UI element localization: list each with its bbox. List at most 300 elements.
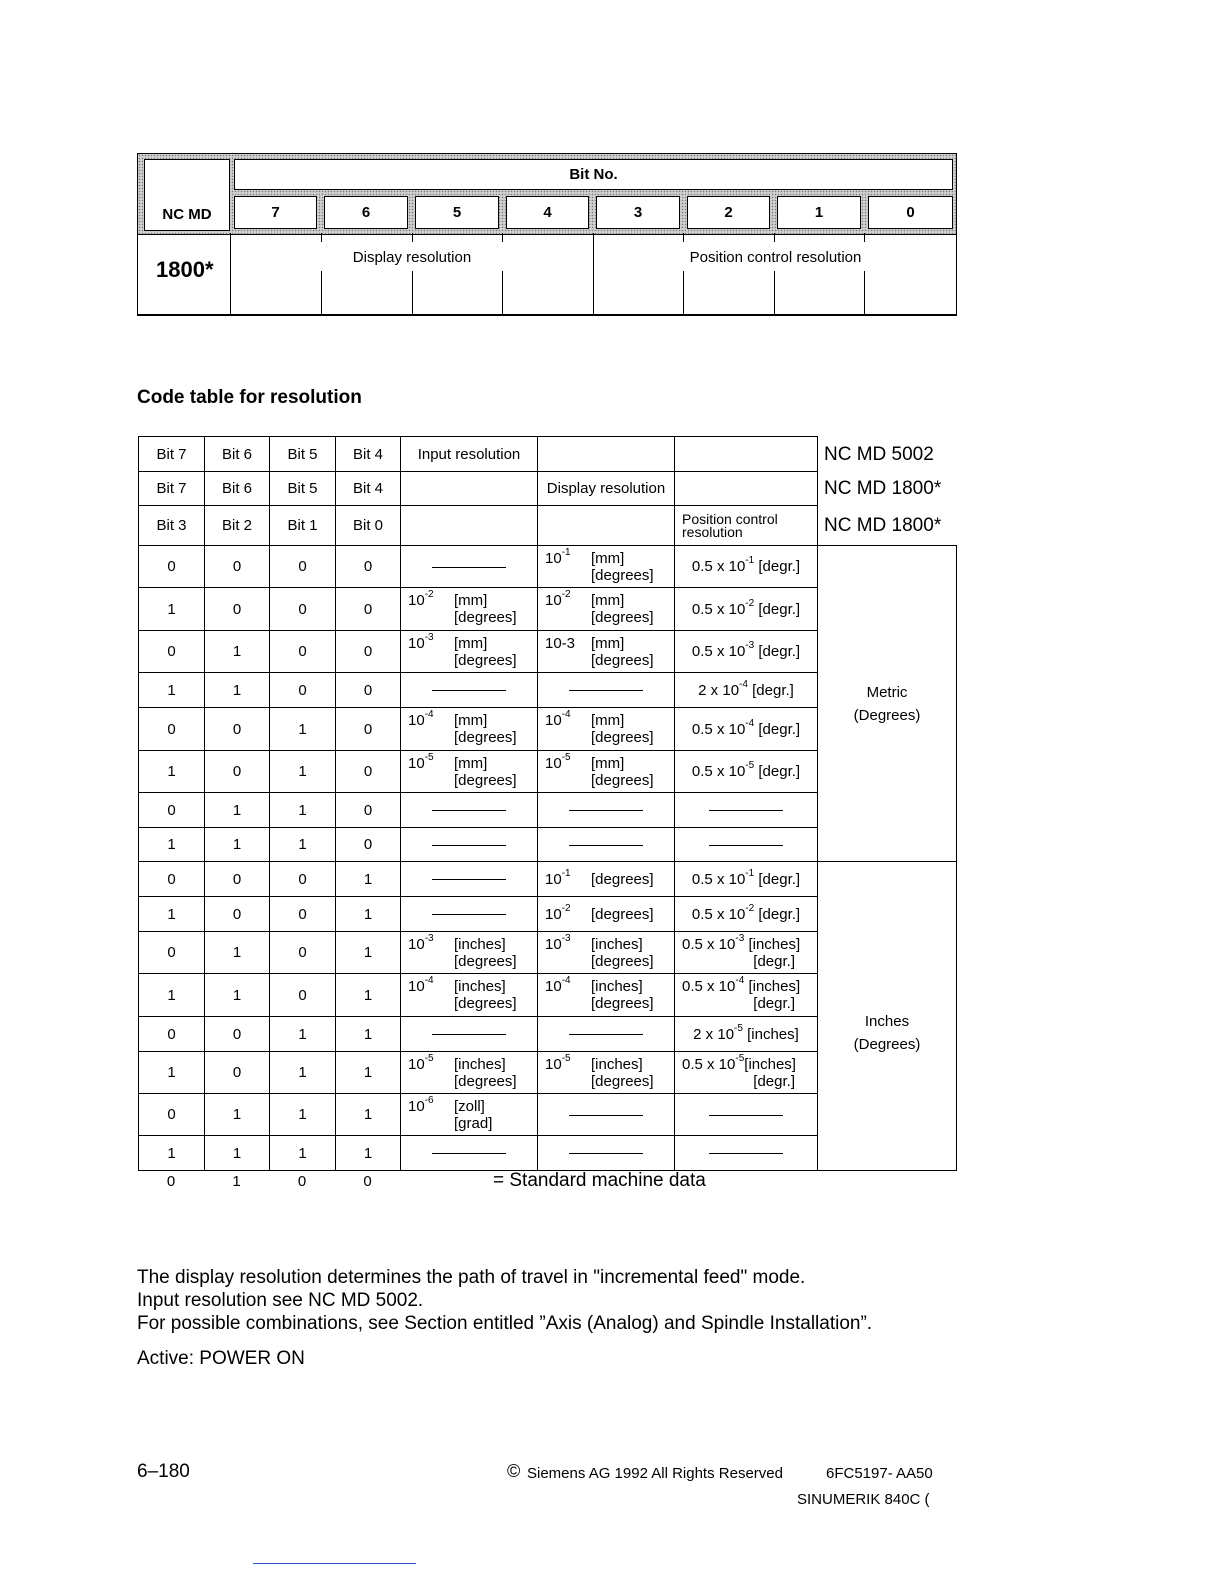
resolution-unit: [inches]	[591, 935, 643, 953]
resolution-base: 10	[545, 905, 562, 923]
bit-value-cell	[270, 1136, 336, 1171]
bit-value: 1	[298, 836, 307, 853]
position-unit: [degr.]	[754, 643, 801, 660]
md-row	[137, 235, 957, 316]
position-unit: [degr.]	[754, 905, 801, 923]
bit-value: 1	[232, 801, 242, 819]
resolution-base: 10	[408, 754, 425, 772]
bit-value: 0	[298, 905, 307, 923]
resolution-base: 10	[545, 935, 562, 953]
bit-value: 1	[298, 1064, 307, 1081]
bit-value: 1	[298, 720, 307, 738]
bit-value: 1	[298, 763, 307, 780]
header-bit-label: Bit 5	[287, 445, 318, 463]
resolution-unit-2: [degrees]	[454, 771, 517, 789]
bit-value-cell	[270, 588, 336, 631]
header-input-cell	[401, 437, 538, 472]
resolution-exponent: -1	[561, 546, 571, 558]
resolution-base: 10	[545, 870, 562, 888]
resolution-unit-2: [degrees]	[591, 566, 654, 584]
bit-value-cell	[270, 1017, 336, 1052]
tick	[774, 233, 775, 242]
resolution-exponent: -2	[561, 902, 571, 914]
header-bit-cell	[336, 506, 401, 546]
position-exponent: -4	[739, 678, 748, 690]
position-exponent: -1	[745, 555, 755, 566]
header-display-cell	[538, 437, 675, 472]
resolution-base: 10	[545, 1055, 562, 1073]
resolution-unit-2: [degrees]	[591, 995, 654, 1012]
bit-number: 1	[814, 204, 824, 221]
bit-number: 6	[361, 204, 371, 221]
bit-value: 1	[363, 1144, 373, 1162]
bit-value-cell	[270, 1052, 336, 1094]
header-bit-label: Bit 6	[221, 445, 252, 463]
header-bit-label: Bit 5	[287, 480, 318, 497]
dash-line	[569, 1153, 643, 1154]
position-exponent: -3	[735, 932, 745, 944]
header-bit-label: Bit 2	[221, 517, 252, 534]
resolution-base: 10	[408, 634, 425, 652]
resolution-unit-2: [degrees]	[454, 609, 517, 626]
bit-value: 1	[363, 944, 373, 961]
header-bit-cell	[205, 472, 270, 506]
resolution-unit: [degrees]	[591, 870, 654, 888]
position-unit: [degr.]	[754, 558, 801, 575]
bit-value: 1	[232, 986, 242, 1004]
dash-line	[432, 690, 506, 691]
input-resolution-cell	[401, 546, 538, 588]
resolution-unit-2: [degrees]	[591, 1072, 654, 1090]
resolution-unit: [zoll]	[454, 1097, 485, 1115]
bit-value-cell	[336, 828, 401, 862]
input-resolution-cell	[401, 862, 538, 897]
position-exponent: -4	[735, 975, 745, 986]
resolution-unit: [mm]	[591, 592, 625, 609]
bit-value: 0	[363, 720, 373, 738]
position-exponent: -2	[745, 902, 755, 914]
resolution-exponent: -3	[424, 932, 434, 944]
position-exponent: -4	[745, 717, 755, 729]
display-resolution-cell	[538, 793, 675, 828]
header-bit-cell	[139, 472, 205, 506]
bit-value: 1	[363, 1025, 373, 1043]
header-display-cell	[538, 472, 675, 506]
header-input-label: Input resolution	[417, 445, 521, 463]
md-side-label: NC MD 1800*	[824, 514, 942, 536]
position-prefix: 0.5 x 10	[691, 763, 746, 780]
header-bit-cell	[139, 437, 205, 472]
resolution-unit: [inches]	[454, 1055, 506, 1073]
position-prefix: 0.5 x 10	[691, 558, 746, 575]
bit-value: 0	[298, 944, 307, 961]
std-bit-4: 0	[363, 1173, 372, 1190]
position-resolution-cell	[675, 673, 818, 708]
bit-value-cell	[270, 751, 336, 793]
dash-line	[569, 690, 643, 691]
resolution-exponent: -5	[561, 751, 571, 763]
resolution-exponent: -4	[424, 709, 434, 720]
dash-line	[709, 810, 783, 811]
input-resolution-cell	[401, 1094, 538, 1136]
resolution-unit: [mm]	[454, 634, 488, 652]
resolution-exponent: -4	[424, 975, 434, 986]
bit-value-cell	[139, 673, 205, 708]
display-resolution-cell	[538, 751, 675, 793]
code-table-header-row	[139, 506, 957, 546]
bit-value-cell	[336, 793, 401, 828]
bit-value: 0	[363, 600, 373, 618]
header-bit-cell	[205, 506, 270, 546]
input-resolution-cell	[401, 974, 538, 1017]
display-resolution-cell	[538, 932, 675, 974]
bit-value: 0	[363, 836, 373, 853]
bit-value-cell	[336, 862, 401, 897]
bit-value-cell	[205, 1017, 270, 1052]
bit-number: 0	[906, 204, 915, 221]
table-row	[139, 862, 957, 897]
resolution-unit-2: [degrees]	[454, 995, 517, 1012]
dash-line	[569, 1115, 643, 1116]
position-resolution-cell	[675, 631, 818, 673]
position-resolution-cell	[675, 932, 818, 974]
position-resolution-cell	[675, 751, 818, 793]
header-bit-label: Bit 4	[352, 480, 383, 497]
bit-value: 0	[167, 870, 176, 888]
code-table-header-row	[139, 437, 957, 472]
position-resolution-cell	[675, 974, 818, 1017]
bit-value-cell	[270, 793, 336, 828]
product-name: SINUMERIK 840C (	[797, 1491, 930, 1508]
resolution-unit: [inches]	[454, 978, 506, 995]
header-bit-label: Bit 0	[352, 517, 383, 534]
position-unit: [degr.]	[754, 870, 801, 888]
bit-value-cell	[205, 588, 270, 631]
bit-value: 1	[167, 1064, 176, 1081]
resolution-unit: [inches]	[591, 1055, 643, 1073]
bit-value: 1	[167, 986, 176, 1004]
position-unit-2: [degr.]	[753, 952, 795, 970]
dash-line	[432, 1034, 506, 1035]
tick	[774, 271, 775, 316]
bit-value-cell	[336, 974, 401, 1017]
std-bit-7: 0	[166, 1173, 176, 1190]
position-exponent: -5	[735, 1052, 745, 1064]
bit-value: 0	[167, 1106, 176, 1123]
resolution-base: 10	[408, 1055, 425, 1073]
display-resolution-cell	[538, 828, 675, 862]
position-prefix: 0.5 x 10	[691, 720, 746, 738]
position-unit: [inches]	[742, 1025, 799, 1043]
bit-value: 0	[167, 558, 176, 575]
resolution-base: 10	[408, 712, 425, 729]
display-resolution-label: Display resolution	[352, 249, 472, 266]
resolution-unit-2: [degrees]	[454, 952, 517, 970]
std-bit-5: 0	[297, 1173, 307, 1190]
bit-value: 0	[232, 1025, 242, 1043]
header-bit-cell	[270, 472, 336, 506]
bit-value: 0	[232, 763, 242, 780]
bit-value: 1	[167, 836, 176, 853]
header-input-cell	[401, 506, 538, 546]
resolution-exponent: -4	[561, 709, 571, 720]
position-prefix: 0.5 x 10	[682, 935, 736, 953]
position-prefix: 0.5 x 10	[691, 870, 746, 888]
resolution-unit: [inches]	[454, 935, 506, 953]
code-table-title: Code table for resolution	[137, 387, 362, 408]
display-resolution-cell	[538, 974, 675, 1017]
bit-number: 2	[724, 204, 733, 221]
header-bit-cell	[139, 506, 205, 546]
bit-value-cell	[270, 546, 336, 588]
tick	[683, 233, 684, 242]
resolution-base: 10	[408, 592, 425, 609]
bit-value: 1	[167, 763, 176, 780]
code-table	[138, 436, 957, 1171]
bit-cell-5	[415, 196, 499, 229]
bit-cell-2	[687, 196, 770, 229]
position-unit: [inches]	[744, 1055, 796, 1073]
resolution-exponent: -3	[561, 932, 571, 944]
resolution-unit: [mm]	[454, 754, 488, 772]
bit-value: 0	[167, 944, 176, 961]
header-bit-label: Bit 6	[221, 480, 252, 497]
bit-value: 0	[167, 1025, 176, 1043]
dash-line	[709, 1153, 783, 1154]
resolution-exponent: -3	[424, 631, 434, 643]
bit-cell-0	[868, 196, 953, 229]
std-bit-6: 1	[232, 1173, 241, 1190]
resolution-exponent: -5	[424, 1052, 434, 1064]
md-side-label-cell	[818, 437, 957, 472]
bit-value: 1	[232, 643, 242, 660]
divider	[230, 233, 231, 316]
dash-line	[432, 567, 506, 568]
md-side-label: NC MD 5002	[824, 443, 934, 465]
bit-value: 0	[363, 558, 373, 575]
bit-value: 0	[232, 905, 242, 923]
bit-number: 7	[271, 204, 280, 221]
standard-machine-data-label: = Standard machine data	[493, 1170, 706, 1191]
tick	[864, 271, 865, 316]
position-prefix: 2 x 10	[698, 681, 740, 699]
bit-value: 1	[167, 681, 176, 699]
position-exponent: -1	[745, 867, 755, 879]
position-resolution-cell	[675, 588, 818, 631]
bit-value-cell	[139, 1017, 205, 1052]
header-bit-cell	[205, 437, 270, 472]
position-resolution-cell	[675, 1094, 818, 1136]
md-side-label: NC MD 1800*	[824, 478, 942, 499]
display-resolution-cell	[538, 1094, 675, 1136]
bit-value-cell	[139, 897, 205, 932]
bit-value: 0	[363, 643, 373, 660]
bit-value: 1	[298, 1106, 307, 1123]
input-resolution-cell	[401, 1136, 538, 1171]
bit-value-cell	[270, 974, 336, 1017]
bit-value: 0	[298, 643, 307, 660]
bit-value-cell	[336, 897, 401, 932]
group-sublabel: (Degrees)	[853, 1036, 921, 1053]
resolution-base: 10	[545, 592, 562, 609]
display-resolution-cell	[538, 708, 675, 751]
resolution-exponent: -5	[561, 1052, 571, 1064]
bit-value-cell	[139, 546, 205, 588]
order-number: 6FC5197- AA50	[826, 1465, 933, 1482]
bit-value-cell	[270, 708, 336, 751]
table-row	[139, 546, 957, 588]
resolution-unit: [mm]	[454, 592, 488, 609]
bit-value-cell	[205, 708, 270, 751]
header-position-label: Position control resolution	[682, 510, 778, 540]
input-resolution-cell	[401, 588, 538, 631]
header-bit-label: Bit 7	[156, 480, 187, 497]
input-resolution-cell	[401, 897, 538, 932]
input-resolution-cell	[401, 631, 538, 673]
bit-value-cell	[270, 862, 336, 897]
position-prefix: 0.5 x 10	[682, 1055, 736, 1073]
bit-value-cell	[139, 751, 205, 793]
resolution-unit-2: [degrees]	[454, 1072, 517, 1090]
bit-header-box	[137, 153, 957, 316]
tick	[502, 271, 503, 316]
ncmd-label: NC MD	[162, 206, 212, 223]
position-prefix: 0.5 x 10	[691, 905, 746, 923]
bit-value-cell	[336, 673, 401, 708]
bitno-label: Bit No.	[569, 166, 618, 183]
resolution-base: 10	[545, 754, 562, 772]
header-position-cell	[675, 472, 818, 506]
position-resolution-cell	[675, 546, 818, 588]
bit-cell-7	[234, 196, 317, 229]
page-number: 6–180	[137, 1461, 190, 1482]
resolution-unit-2: [degrees]	[591, 609, 654, 626]
bit-value: 0	[232, 720, 242, 738]
bit-value-cell	[139, 1094, 205, 1136]
bit-value-cell	[139, 631, 205, 673]
position-unit-2: [degr.]	[753, 995, 795, 1012]
bit-value-cell	[139, 1136, 205, 1171]
bit-value: 0	[167, 643, 176, 660]
bit-value-cell	[205, 828, 270, 862]
position-resolution-label: Position control resolution	[689, 249, 862, 266]
metric-group-cell	[818, 546, 957, 862]
tick	[864, 233, 865, 242]
bit-value: 0	[363, 681, 373, 699]
position-resolution-cell	[675, 897, 818, 932]
bit-value: 1	[298, 1144, 307, 1162]
position-resolution-cell	[675, 1136, 818, 1171]
resolution-exponent: -5	[424, 751, 434, 763]
bit-value-cell	[205, 897, 270, 932]
bit-value: 0	[232, 558, 242, 575]
dash-line	[432, 1153, 506, 1154]
resolution-exponent: -4	[561, 975, 571, 986]
bit-value: 0	[298, 986, 307, 1004]
bit-cell-1	[777, 196, 861, 229]
bit-cell-6	[324, 196, 408, 229]
header-bit-cell	[270, 437, 336, 472]
bit-value-cell	[139, 793, 205, 828]
md-side-label-cell	[818, 472, 957, 506]
bit-value: 1	[363, 1064, 373, 1081]
dash-line	[432, 879, 506, 880]
position-exponent: -2	[745, 597, 755, 609]
bit-value-cell	[205, 546, 270, 588]
bit-value: 1	[363, 870, 373, 888]
resolution-exponent: -2	[424, 589, 434, 600]
display-resolution-cell	[538, 673, 675, 708]
position-exponent: -3	[745, 640, 755, 651]
display-resolution-cell	[538, 631, 675, 673]
bit-value-cell	[139, 932, 205, 974]
bit-value: 1	[232, 944, 242, 961]
tick	[412, 271, 413, 316]
bit-value: 1	[167, 600, 176, 618]
display-resolution-cell	[538, 546, 675, 588]
bit-number: 5	[452, 204, 462, 221]
bit-value: 1	[232, 681, 242, 699]
bit-value: 0	[298, 681, 307, 699]
bit-value-cell	[336, 1136, 401, 1171]
bit-value: 1	[232, 1144, 242, 1162]
header-input-cell	[401, 472, 538, 506]
md-side-label-cell	[818, 506, 957, 546]
bit-value-cell	[336, 546, 401, 588]
resolution-base: 10	[408, 1097, 425, 1115]
bit-value: 0	[298, 600, 307, 618]
group-sublabel: (Degrees)	[853, 706, 921, 724]
position-resolution-cell	[675, 828, 818, 862]
display-resolution-cell	[538, 897, 675, 932]
paragraph-2: Input resolution see NC MD 5002.	[137, 1290, 424, 1311]
display-resolution-cell	[538, 1136, 675, 1171]
resolution-unit: [mm]	[591, 634, 625, 652]
group-label: Inches	[864, 1013, 910, 1030]
position-exponent: -5	[734, 1022, 743, 1034]
input-resolution-cell	[401, 793, 538, 828]
bit-value-cell	[205, 932, 270, 974]
bit-value: 0	[167, 720, 176, 738]
tick	[502, 233, 503, 242]
bitno-cell	[234, 159, 953, 190]
position-unit: [degr.]	[747, 681, 794, 699]
input-resolution-cell	[401, 828, 538, 862]
copyright-text: Siemens AG 1992 All Rights Reserved	[527, 1465, 783, 1482]
resolution-base: 10	[408, 978, 425, 995]
bit-value-cell	[139, 828, 205, 862]
tick	[683, 271, 684, 316]
bit-value: 1	[363, 905, 373, 923]
bit-value: 0	[298, 870, 307, 888]
position-unit: [inches]	[744, 978, 801, 995]
bit-number: 3	[633, 204, 643, 221]
resolution-unit-2: [degrees]	[454, 729, 517, 746]
resolution-unit: [mm]	[454, 712, 488, 729]
bit-value-cell	[205, 974, 270, 1017]
header-position-cell	[675, 506, 818, 546]
bit-value: 1	[298, 801, 307, 819]
header-position-cell	[675, 437, 818, 472]
bit-value-cell	[205, 631, 270, 673]
position-resolution-cell	[675, 862, 818, 897]
resolution-base: 10	[408, 935, 425, 953]
header-display-label: Display resolution	[546, 480, 666, 497]
group-label: Metric	[866, 683, 908, 701]
position-resolution-cell	[675, 708, 818, 751]
paragraph-1: The display resolution determines the path of travel in "incremental feed" mode.	[137, 1267, 806, 1288]
header-bit-cell	[336, 472, 401, 506]
